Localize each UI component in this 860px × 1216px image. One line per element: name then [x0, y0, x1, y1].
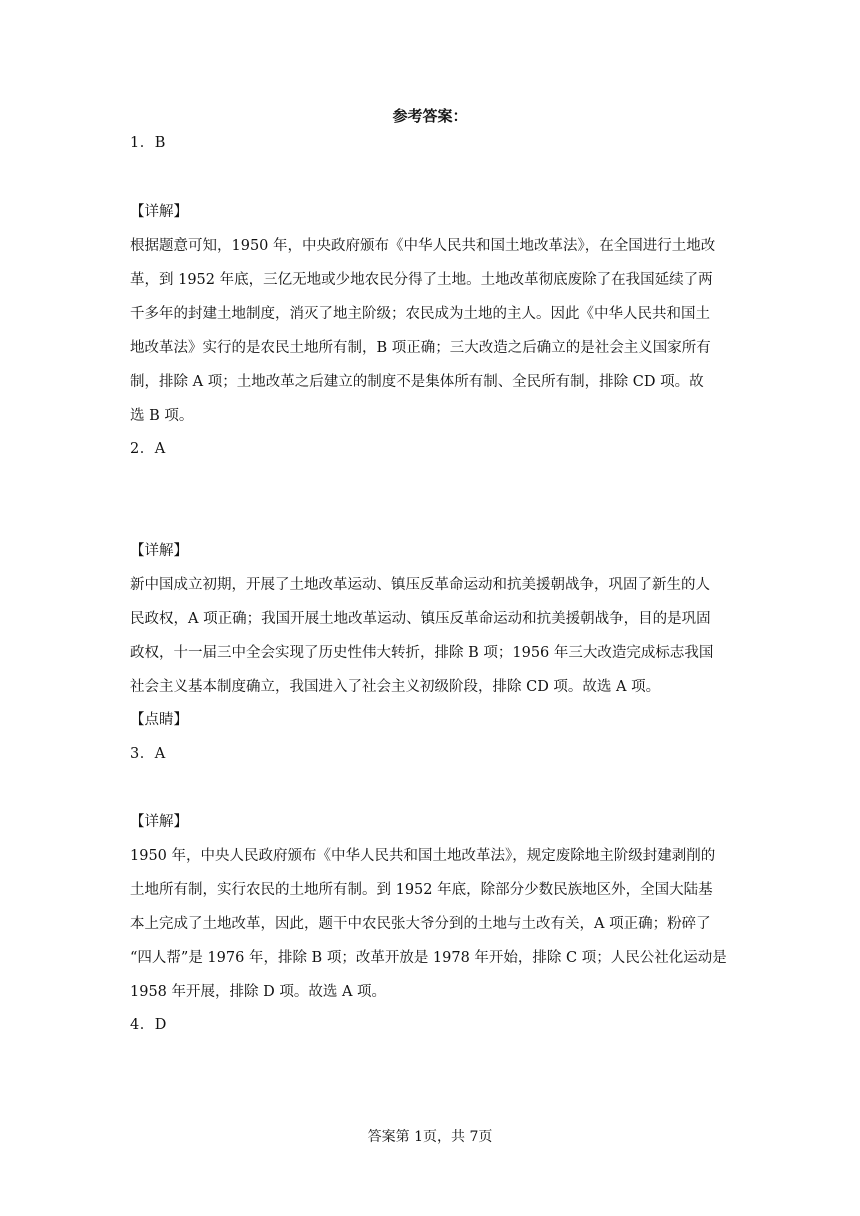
detail-label-2: 【详解】 — [130, 543, 188, 559]
explanation-2-line-3: 政权，十一届三中全会实现了历史性伟大转折，排除 B 项；1956 年三大改造完成标志我国 — [130, 645, 714, 661]
comment-label-2: 【点睛】 — [130, 712, 188, 728]
explanation-2-line-2: 民政权，A 项正确；我国开展土地改革运动、镇压反革命运动和抗美援朝战争，目的是巩固 — [130, 611, 711, 627]
explanation-1-line-5: 制，排除 A 项；土地改革之后建立的制度不是集体所有制、全民所有制，排除 CD 项。故 — [130, 374, 704, 390]
explanation-1-line-1: 根据题意可知，1950 年，中央政府颁布《中华人民共和国土地改革法》，在全国进行土地改 — [130, 238, 716, 254]
explanation-2-line-1: 新中国成立初期，开展了土地改革运动、镇压反革命运动和抗美援朝战争，巩固了新生的人 — [130, 577, 710, 593]
explanation-1-line-3: 千多年的封建土地制度，消灭了地主阶级；农民成为土地的主人。因此《中华人民共和国土 — [130, 306, 710, 322]
explanation-1-line-6: 选 B 项。 — [130, 408, 194, 424]
explanation-2-line-4: 社会主义基本制度确立，我国进入了社会主义初级阶段，排除 CD 项。故选 A 项。 — [130, 679, 661, 695]
explanation-1-line-4: 地改革法》实行的是农民土地所有制，B 项正确；三大改造之后确立的是社会主义国家所有 — [130, 340, 711, 356]
answer-3: 3．A — [130, 746, 166, 762]
explanation-3-line-5: 1958 年开展，排除 D 项。故选 A 项。 — [130, 984, 387, 1000]
detail-label-3: 【详解】 — [130, 814, 188, 830]
explanation-3-line-4: “四人帮”是 1976 年，排除 B 项；改革开放是 1978 年开始，排除 C 项；人民公社化运动是 — [130, 950, 727, 966]
explanation-3-line-3: 本上完成了土地改革，因此，题干中农民张大爷分到的土地与土改有关，A 项正确；粉碎了 — [130, 916, 711, 932]
page-title: 参考答案： — [392, 107, 468, 125]
explanation-3-line-1: 1950 年，中央人民政府颁布《中华人民共和国土地改革法》，规定废除地主阶级封建剥削的 — [130, 848, 716, 864]
answer-1: 1．B — [130, 135, 166, 151]
answer-4: 4．D — [130, 1017, 167, 1033]
answer-2: 2．A — [130, 441, 166, 457]
page-footer: 答案第 1页，共 7页 — [367, 1129, 493, 1145]
detail-label-1: 【详解】 — [130, 204, 188, 220]
explanation-1-line-2: 革，到 1952 年底，三亿无地或少地农民分得了土地。土地改革彻底废除了在我国延续了两 — [130, 272, 713, 288]
explanation-3-line-2: 土地所有制，实行农民的土地所有制。到 1952 年底，除部分少数民族地区外，全国大陆基 — [130, 882, 713, 898]
